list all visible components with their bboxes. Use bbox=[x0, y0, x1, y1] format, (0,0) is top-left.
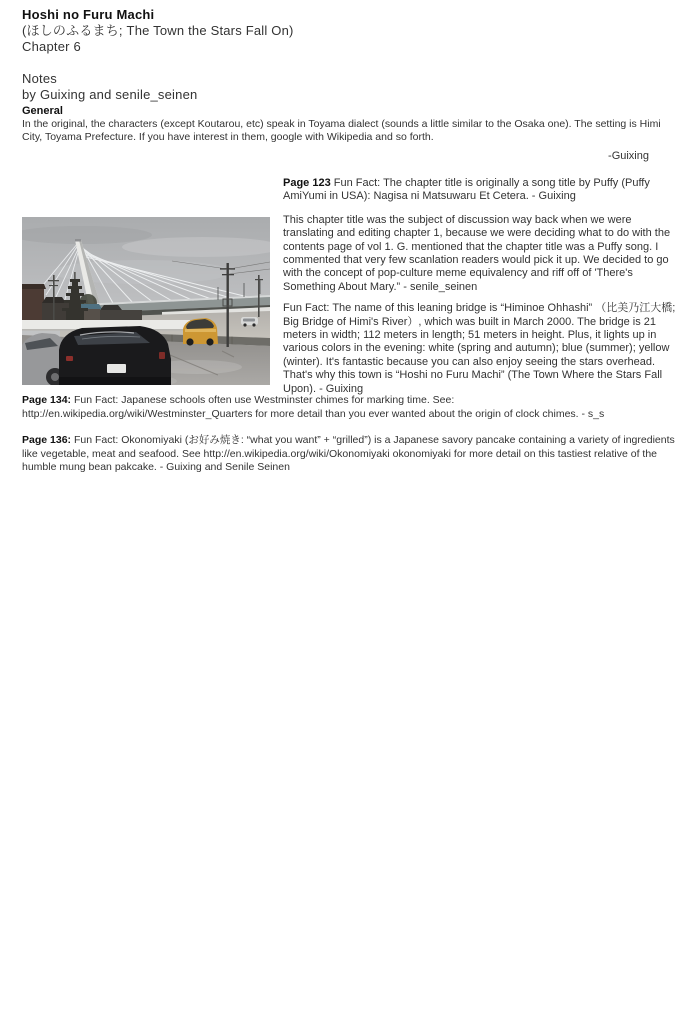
bridge-photo bbox=[22, 217, 270, 385]
general-signature: -Guixing bbox=[608, 150, 649, 162]
general-paragraph: In the original, the characters (except Koutarou, etc) speak in Toyama dialect (sounds a little similar to the Osaka one). The setting is Himi City, Toyama Prefecture. If you have interest in them, google with Wikipedia and so forth. bbox=[22, 118, 661, 143]
page123-notes-column bbox=[283, 177, 683, 396]
page123-fun-fact bbox=[283, 177, 683, 204]
general-heading: General bbox=[22, 105, 63, 117]
document-header bbox=[22, 7, 294, 55]
page123-fun-fact-text: Fun Fact: The chapter title is originally a song title by Puffy (Puffy AmiYumi in USA): Nagisa ni Matsuwaru Et Cetera. - Guixing bbox=[283, 177, 650, 203]
bridge-fun-fact-paragraph: Fun Fact: The name of this leaning bridge is “Himinoe Ohhashi” （比美乃江大橋; Big Bridge of Himi's River）, which was built in March 2000. The bridge is 21 meters in width; 112 meters in length; 51 meters in height. Plus, it lights up in various colors in the evening: white (spring and autumn); blue (summer); yellow (winter). It's fantastic because you can also enjoy seeing the stars overhead. That's why this town is “Hoshi no Furu Machi” (The Town Where the Stars Fall Upon). - Guixing bbox=[283, 302, 676, 395]
page134-note bbox=[22, 394, 680, 421]
page136-note bbox=[22, 434, 680, 475]
chapter-label: Chapter 6 bbox=[22, 39, 81, 54]
page134-label: Page 134: bbox=[22, 394, 72, 406]
page-title: Hoshi no Furu Machi bbox=[22, 7, 155, 22]
byline: by Guixing and senile_seinen bbox=[22, 87, 198, 102]
page123-discussion-paragraph: This chapter title was the subject of discussion way back when we were translating and editing chapter 1, because we were deciding what to do with the contents page of vol 1. G. mentioned that the chapter title was a Puffy song. I commented that very few scanlation readers would pick it up. We decided to go with the concept of pop-culture meme equivalency and riff off of 'There's Something About Mary.” - senile_seinen bbox=[283, 213, 671, 293]
himinoe-bridge-photo-svg bbox=[22, 217, 270, 385]
page-subtitle: (ほしのふるまち; The Town the Stars Fall On) bbox=[22, 23, 294, 38]
page134-text: Fun Fact: Japanese schools often use Westminster chimes for marking time. See: http://en.wikipedia.org/wiki/Westminster_Quarters for more detail than you ever wanted about the origin of clock chimes. - s_s bbox=[22, 394, 605, 420]
page123-label: Page 123 bbox=[283, 177, 331, 189]
notes-block bbox=[22, 71, 197, 103]
notes-label: Notes bbox=[22, 71, 57, 86]
page136-text: Fun Fact: Okonomiyaki (お好み焼き: “what you want” + “grilled”) is a Japanese savory pancake containing a variety of ingredients like vegetable, meat and seafood. See http://en.wikipedia.org/wiki/Okonomiyaki okonomiyaki for more detail on this tastiest relative of the humble mung bean pakcake. - Guixing and Senile Seinen bbox=[22, 434, 675, 473]
page136-label: Page 136: bbox=[22, 434, 72, 446]
